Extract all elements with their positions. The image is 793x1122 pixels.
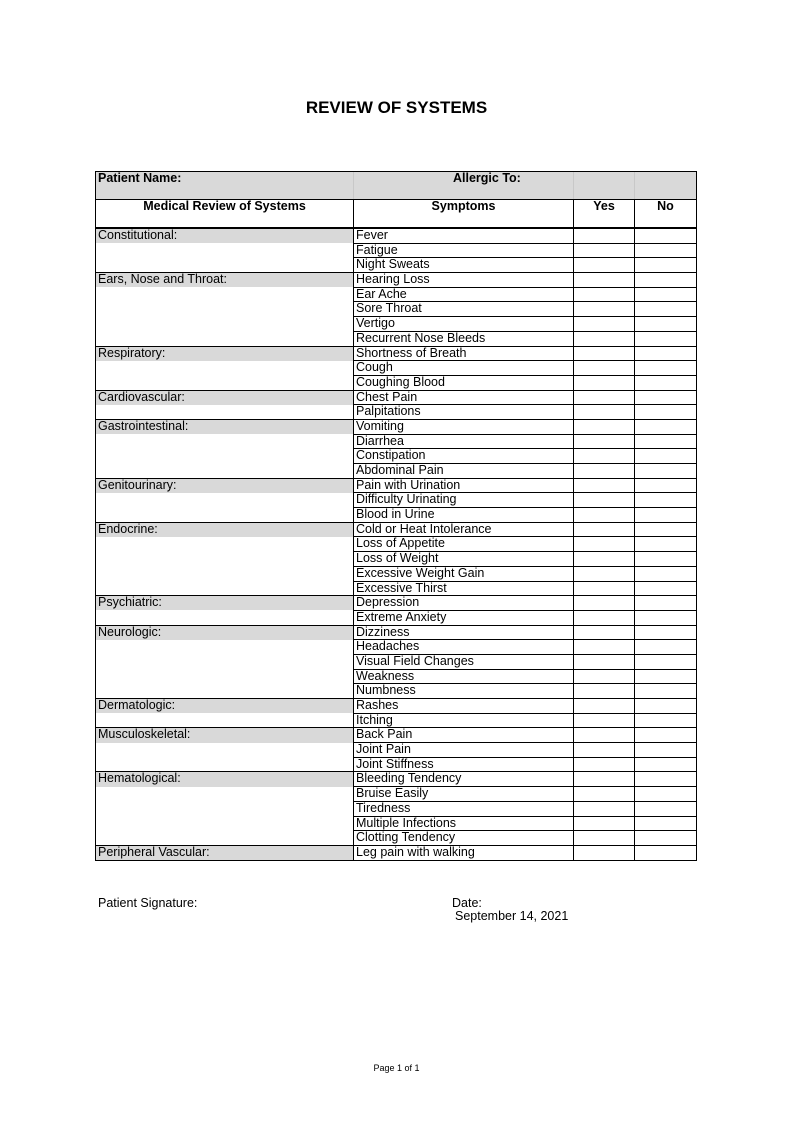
symptom-label: Constipation bbox=[354, 449, 574, 464]
yes-checkbox-cell[interactable] bbox=[574, 552, 635, 567]
symptom-row bbox=[96, 713, 697, 728]
patient-name-label[interactable]: Patient Name: bbox=[96, 172, 354, 200]
system-blank-cell bbox=[96, 816, 354, 831]
column-header-symptoms: Symptoms bbox=[354, 200, 574, 228]
no-checkbox-cell[interactable] bbox=[635, 522, 697, 537]
review-of-systems-table bbox=[95, 171, 697, 861]
yes-checkbox-cell[interactable] bbox=[574, 434, 635, 449]
symptom-row bbox=[96, 258, 697, 273]
system-blank-cell bbox=[96, 508, 354, 523]
page-number: Page 1 of 1 bbox=[373, 1063, 420, 1073]
patient-info-blank-cell[interactable] bbox=[635, 172, 697, 200]
yes-checkbox-cell[interactable] bbox=[574, 317, 635, 332]
symptom-row bbox=[96, 243, 697, 258]
symptom-label: Vertigo bbox=[354, 317, 574, 332]
symptom-label: Tiredness bbox=[354, 801, 574, 816]
no-checkbox-cell[interactable] bbox=[635, 654, 697, 669]
symptom-row bbox=[96, 537, 697, 552]
no-checkbox-cell[interactable] bbox=[635, 361, 697, 376]
yes-checkbox-cell[interactable] bbox=[574, 478, 635, 493]
system-blank-cell bbox=[96, 552, 354, 567]
symptom-row bbox=[96, 845, 697, 860]
no-checkbox-cell[interactable] bbox=[635, 243, 697, 258]
symptom-row bbox=[96, 302, 697, 317]
symptom-row bbox=[96, 772, 697, 787]
yes-checkbox-cell[interactable] bbox=[574, 287, 635, 302]
system-blank-cell bbox=[96, 581, 354, 596]
yes-checkbox-cell[interactable] bbox=[574, 743, 635, 758]
system-blank-cell bbox=[96, 669, 354, 684]
system-blank-cell bbox=[96, 405, 354, 420]
symptom-row bbox=[96, 229, 697, 244]
symptom-row bbox=[96, 757, 697, 772]
no-checkbox-cell[interactable] bbox=[635, 845, 697, 860]
symptom-label: Diarrhea bbox=[354, 434, 574, 449]
symptom-row bbox=[96, 801, 697, 816]
system-blank-cell bbox=[96, 537, 354, 552]
symptom-label: Bruise Easily bbox=[354, 787, 574, 802]
no-checkbox-cell[interactable] bbox=[635, 273, 697, 288]
symptom-label: Hearing Loss bbox=[354, 273, 574, 288]
system-label: Peripheral Vascular: bbox=[96, 845, 354, 860]
no-checkbox-cell[interactable] bbox=[635, 757, 697, 772]
symptom-label: Bleeding Tendency bbox=[354, 772, 574, 787]
yes-checkbox-cell[interactable] bbox=[574, 419, 635, 434]
yes-checkbox-cell[interactable] bbox=[574, 699, 635, 714]
no-checkbox-cell[interactable] bbox=[635, 596, 697, 611]
system-label: Endocrine: bbox=[96, 522, 354, 537]
yes-checkbox-cell[interactable] bbox=[574, 229, 635, 244]
no-checkbox-cell[interactable] bbox=[635, 449, 697, 464]
system-blank-cell bbox=[96, 449, 354, 464]
system-blank-cell bbox=[96, 302, 354, 317]
no-checkbox-cell[interactable] bbox=[635, 478, 697, 493]
yes-checkbox-cell[interactable] bbox=[574, 625, 635, 640]
no-checkbox-cell[interactable] bbox=[635, 405, 697, 420]
yes-checkbox-cell[interactable] bbox=[574, 787, 635, 802]
yes-checkbox-cell[interactable] bbox=[574, 346, 635, 361]
symptom-label: Weakness bbox=[354, 669, 574, 684]
symptom-label: Vomiting bbox=[354, 419, 574, 434]
allergic-to-label[interactable]: Allergic To: bbox=[354, 172, 574, 200]
yes-checkbox-cell[interactable] bbox=[574, 361, 635, 376]
symptom-label: Cough bbox=[354, 361, 574, 376]
system-label: Dermatologic: bbox=[96, 699, 354, 714]
symptom-row bbox=[96, 728, 697, 743]
symptom-label: Rashes bbox=[354, 699, 574, 714]
symptom-label: Joint Stiffness bbox=[354, 757, 574, 772]
no-checkbox-cell[interactable] bbox=[635, 581, 697, 596]
symptom-row bbox=[96, 816, 697, 831]
column-header-no: No bbox=[635, 200, 697, 228]
no-checkbox-cell[interactable] bbox=[635, 508, 697, 523]
symptom-row bbox=[96, 625, 697, 640]
yes-checkbox-cell[interactable] bbox=[574, 405, 635, 420]
symptom-row bbox=[96, 552, 697, 567]
system-blank-cell bbox=[96, 287, 354, 302]
no-checkbox-cell[interactable] bbox=[635, 419, 697, 434]
yes-checkbox-cell[interactable] bbox=[574, 375, 635, 390]
yes-checkbox-cell[interactable] bbox=[574, 757, 635, 772]
symptom-label: Coughing Blood bbox=[354, 375, 574, 390]
symptom-label: Ear Ache bbox=[354, 287, 574, 302]
no-checkbox-cell[interactable] bbox=[635, 317, 697, 332]
symptom-row bbox=[96, 787, 697, 802]
system-blank-cell bbox=[96, 434, 354, 449]
patient-info-blank-cell[interactable] bbox=[574, 172, 635, 200]
date-value: September 14, 2021 bbox=[455, 909, 569, 923]
symptom-label: Night Sweats bbox=[354, 258, 574, 273]
yes-checkbox-cell[interactable] bbox=[574, 522, 635, 537]
page-title: REVIEW OF SYSTEMS bbox=[305, 98, 488, 117]
no-checkbox-cell[interactable] bbox=[635, 816, 697, 831]
system-label: Gastrointestinal: bbox=[96, 419, 354, 434]
symptom-label: Loss of Weight bbox=[354, 552, 574, 567]
symptom-label: Numbness bbox=[354, 684, 574, 699]
symptom-row bbox=[96, 390, 697, 405]
yes-checkbox-cell[interactable] bbox=[574, 831, 635, 846]
symptom-row bbox=[96, 405, 697, 420]
system-blank-cell bbox=[96, 831, 354, 846]
symptom-row bbox=[96, 273, 697, 288]
yes-checkbox-cell[interactable] bbox=[574, 596, 635, 611]
system-blank-cell bbox=[96, 713, 354, 728]
symptom-row bbox=[96, 464, 697, 479]
no-checkbox-cell[interactable] bbox=[635, 625, 697, 640]
yes-checkbox-cell[interactable] bbox=[574, 845, 635, 860]
yes-checkbox-cell[interactable] bbox=[574, 464, 635, 479]
symptom-label: Itching bbox=[354, 713, 574, 728]
symptom-row bbox=[96, 831, 697, 846]
symptom-row bbox=[96, 361, 697, 376]
yes-checkbox-cell[interactable] bbox=[574, 449, 635, 464]
symptom-label: Depression bbox=[354, 596, 574, 611]
symptom-row bbox=[96, 669, 697, 684]
symptom-label: Excessive Thirst bbox=[354, 581, 574, 596]
symptom-label: Visual Field Changes bbox=[354, 654, 574, 669]
symptom-row bbox=[96, 375, 697, 390]
system-blank-cell bbox=[96, 566, 354, 581]
no-checkbox-cell[interactable] bbox=[635, 346, 697, 361]
symptom-row bbox=[96, 522, 697, 537]
yes-checkbox-cell[interactable] bbox=[574, 801, 635, 816]
symptom-row bbox=[96, 419, 697, 434]
system-blank-cell bbox=[96, 317, 354, 332]
yes-checkbox-cell[interactable] bbox=[574, 581, 635, 596]
yes-checkbox-cell[interactable] bbox=[574, 713, 635, 728]
symptom-label: Chest Pain bbox=[354, 390, 574, 405]
symptom-label: Fatigue bbox=[354, 243, 574, 258]
no-checkbox-cell[interactable] bbox=[635, 713, 697, 728]
no-checkbox-cell[interactable] bbox=[635, 699, 697, 714]
yes-checkbox-cell[interactable] bbox=[574, 243, 635, 258]
no-checkbox-cell[interactable] bbox=[635, 434, 697, 449]
system-blank-cell bbox=[96, 787, 354, 802]
no-checkbox-cell[interactable] bbox=[635, 331, 697, 346]
yes-checkbox-cell[interactable] bbox=[574, 669, 635, 684]
symptom-label: Pain with Urination bbox=[354, 478, 574, 493]
no-checkbox-cell[interactable] bbox=[635, 728, 697, 743]
system-blank-cell bbox=[96, 361, 354, 376]
symptom-row bbox=[96, 317, 697, 332]
no-checkbox-cell[interactable] bbox=[635, 610, 697, 625]
yes-checkbox-cell[interactable] bbox=[574, 816, 635, 831]
no-checkbox-cell[interactable] bbox=[635, 552, 697, 567]
system-blank-cell bbox=[96, 258, 354, 273]
yes-checkbox-cell[interactable] bbox=[574, 258, 635, 273]
system-label: Hematological: bbox=[96, 772, 354, 787]
symptom-label: Headaches bbox=[354, 640, 574, 655]
system-blank-cell bbox=[96, 654, 354, 669]
no-checkbox-cell[interactable] bbox=[635, 669, 697, 684]
system-blank-cell bbox=[96, 640, 354, 655]
no-checkbox-cell[interactable] bbox=[635, 787, 697, 802]
system-label: Ears, Nose and Throat: bbox=[96, 273, 354, 288]
symptom-label: Joint Pain bbox=[354, 743, 574, 758]
no-checkbox-cell[interactable] bbox=[635, 566, 697, 581]
system-label: Psychiatric: bbox=[96, 596, 354, 611]
symptom-label: Excessive Weight Gain bbox=[354, 566, 574, 581]
system-blank-cell bbox=[96, 801, 354, 816]
symptom-row bbox=[96, 331, 697, 346]
no-checkbox-cell[interactable] bbox=[635, 302, 697, 317]
symptom-label: Cold or Heat Intolerance bbox=[354, 522, 574, 537]
no-checkbox-cell[interactable] bbox=[635, 493, 697, 508]
symptom-label: Sore Throat bbox=[354, 302, 574, 317]
symptom-row bbox=[96, 699, 697, 714]
system-blank-cell bbox=[96, 243, 354, 258]
patient-signature-label: Patient Signature: bbox=[98, 896, 198, 910]
symptom-label: Dizziness bbox=[354, 625, 574, 640]
yes-checkbox-cell[interactable] bbox=[574, 654, 635, 669]
symptom-row bbox=[96, 493, 697, 508]
symptom-row bbox=[96, 287, 697, 302]
system-label: Respiratory: bbox=[96, 346, 354, 361]
symptom-row bbox=[96, 610, 697, 625]
column-header-row bbox=[96, 200, 697, 228]
symptom-row bbox=[96, 346, 697, 361]
system-label: Constitutional: bbox=[96, 229, 354, 244]
symptom-row bbox=[96, 478, 697, 493]
no-checkbox-cell[interactable] bbox=[635, 375, 697, 390]
system-blank-cell bbox=[96, 493, 354, 508]
yes-checkbox-cell[interactable] bbox=[574, 610, 635, 625]
system-label: Musculoskeletal: bbox=[96, 728, 354, 743]
system-blank-cell bbox=[96, 610, 354, 625]
yes-checkbox-cell[interactable] bbox=[574, 640, 635, 655]
symptom-label: Shortness of Breath bbox=[354, 346, 574, 361]
system-blank-cell bbox=[96, 757, 354, 772]
system-blank-cell bbox=[96, 464, 354, 479]
no-checkbox-cell[interactable] bbox=[635, 258, 697, 273]
symptom-row bbox=[96, 508, 697, 523]
symptom-label: Leg pain with walking bbox=[354, 845, 574, 860]
patient-info-row bbox=[96, 172, 697, 200]
yes-checkbox-cell[interactable] bbox=[574, 566, 635, 581]
no-checkbox-cell[interactable] bbox=[635, 801, 697, 816]
symptom-row bbox=[96, 566, 697, 581]
no-checkbox-cell[interactable] bbox=[635, 831, 697, 846]
column-header-systems: Medical Review of Systems bbox=[96, 200, 354, 228]
symptom-label: Back Pain bbox=[354, 728, 574, 743]
system-blank-cell bbox=[96, 375, 354, 390]
symptom-row bbox=[96, 640, 697, 655]
yes-checkbox-cell[interactable] bbox=[574, 390, 635, 405]
yes-checkbox-cell[interactable] bbox=[574, 508, 635, 523]
symptom-row bbox=[96, 654, 697, 669]
symptom-row bbox=[96, 434, 697, 449]
yes-checkbox-cell[interactable] bbox=[574, 331, 635, 346]
symptom-row bbox=[96, 581, 697, 596]
no-checkbox-cell[interactable] bbox=[635, 229, 697, 244]
no-checkbox-cell[interactable] bbox=[635, 772, 697, 787]
system-label: Neurologic: bbox=[96, 625, 354, 640]
symptom-row bbox=[96, 743, 697, 758]
system-blank-cell bbox=[96, 684, 354, 699]
symptom-row bbox=[96, 596, 697, 611]
no-checkbox-cell[interactable] bbox=[635, 684, 697, 699]
column-header-yes: Yes bbox=[574, 200, 635, 228]
yes-checkbox-cell[interactable] bbox=[574, 684, 635, 699]
no-checkbox-cell[interactable] bbox=[635, 287, 697, 302]
symptom-label: Palpitations bbox=[354, 405, 574, 420]
yes-checkbox-cell[interactable] bbox=[574, 772, 635, 787]
symptom-label: Clotting Tendency bbox=[354, 831, 574, 846]
yes-checkbox-cell[interactable] bbox=[574, 273, 635, 288]
no-checkbox-cell[interactable] bbox=[635, 390, 697, 405]
symptom-label: Fever bbox=[354, 229, 574, 244]
symptom-label: Blood in Urine bbox=[354, 508, 574, 523]
system-label: Genitourinary: bbox=[96, 478, 354, 493]
yes-checkbox-cell[interactable] bbox=[574, 302, 635, 317]
yes-checkbox-cell[interactable] bbox=[574, 728, 635, 743]
symptom-label: Difficulty Urinating bbox=[354, 493, 574, 508]
symptom-label: Extreme Anxiety bbox=[354, 610, 574, 625]
symptom-label: Multiple Infections bbox=[354, 816, 574, 831]
system-blank-cell bbox=[96, 331, 354, 346]
date-label: Date: bbox=[452, 896, 482, 910]
symptom-label: Loss of Appetite bbox=[354, 537, 574, 552]
yes-checkbox-cell[interactable] bbox=[574, 537, 635, 552]
system-blank-cell bbox=[96, 743, 354, 758]
symptom-row bbox=[96, 449, 697, 464]
no-checkbox-cell[interactable] bbox=[635, 537, 697, 552]
system-label: Cardiovascular: bbox=[96, 390, 354, 405]
symptom-label: Abdominal Pain bbox=[354, 464, 574, 479]
no-checkbox-cell[interactable] bbox=[635, 640, 697, 655]
no-checkbox-cell[interactable] bbox=[635, 743, 697, 758]
symptom-label: Recurrent Nose Bleeds bbox=[354, 331, 574, 346]
symptom-row bbox=[96, 684, 697, 699]
no-checkbox-cell[interactable] bbox=[635, 464, 697, 479]
yes-checkbox-cell[interactable] bbox=[574, 493, 635, 508]
